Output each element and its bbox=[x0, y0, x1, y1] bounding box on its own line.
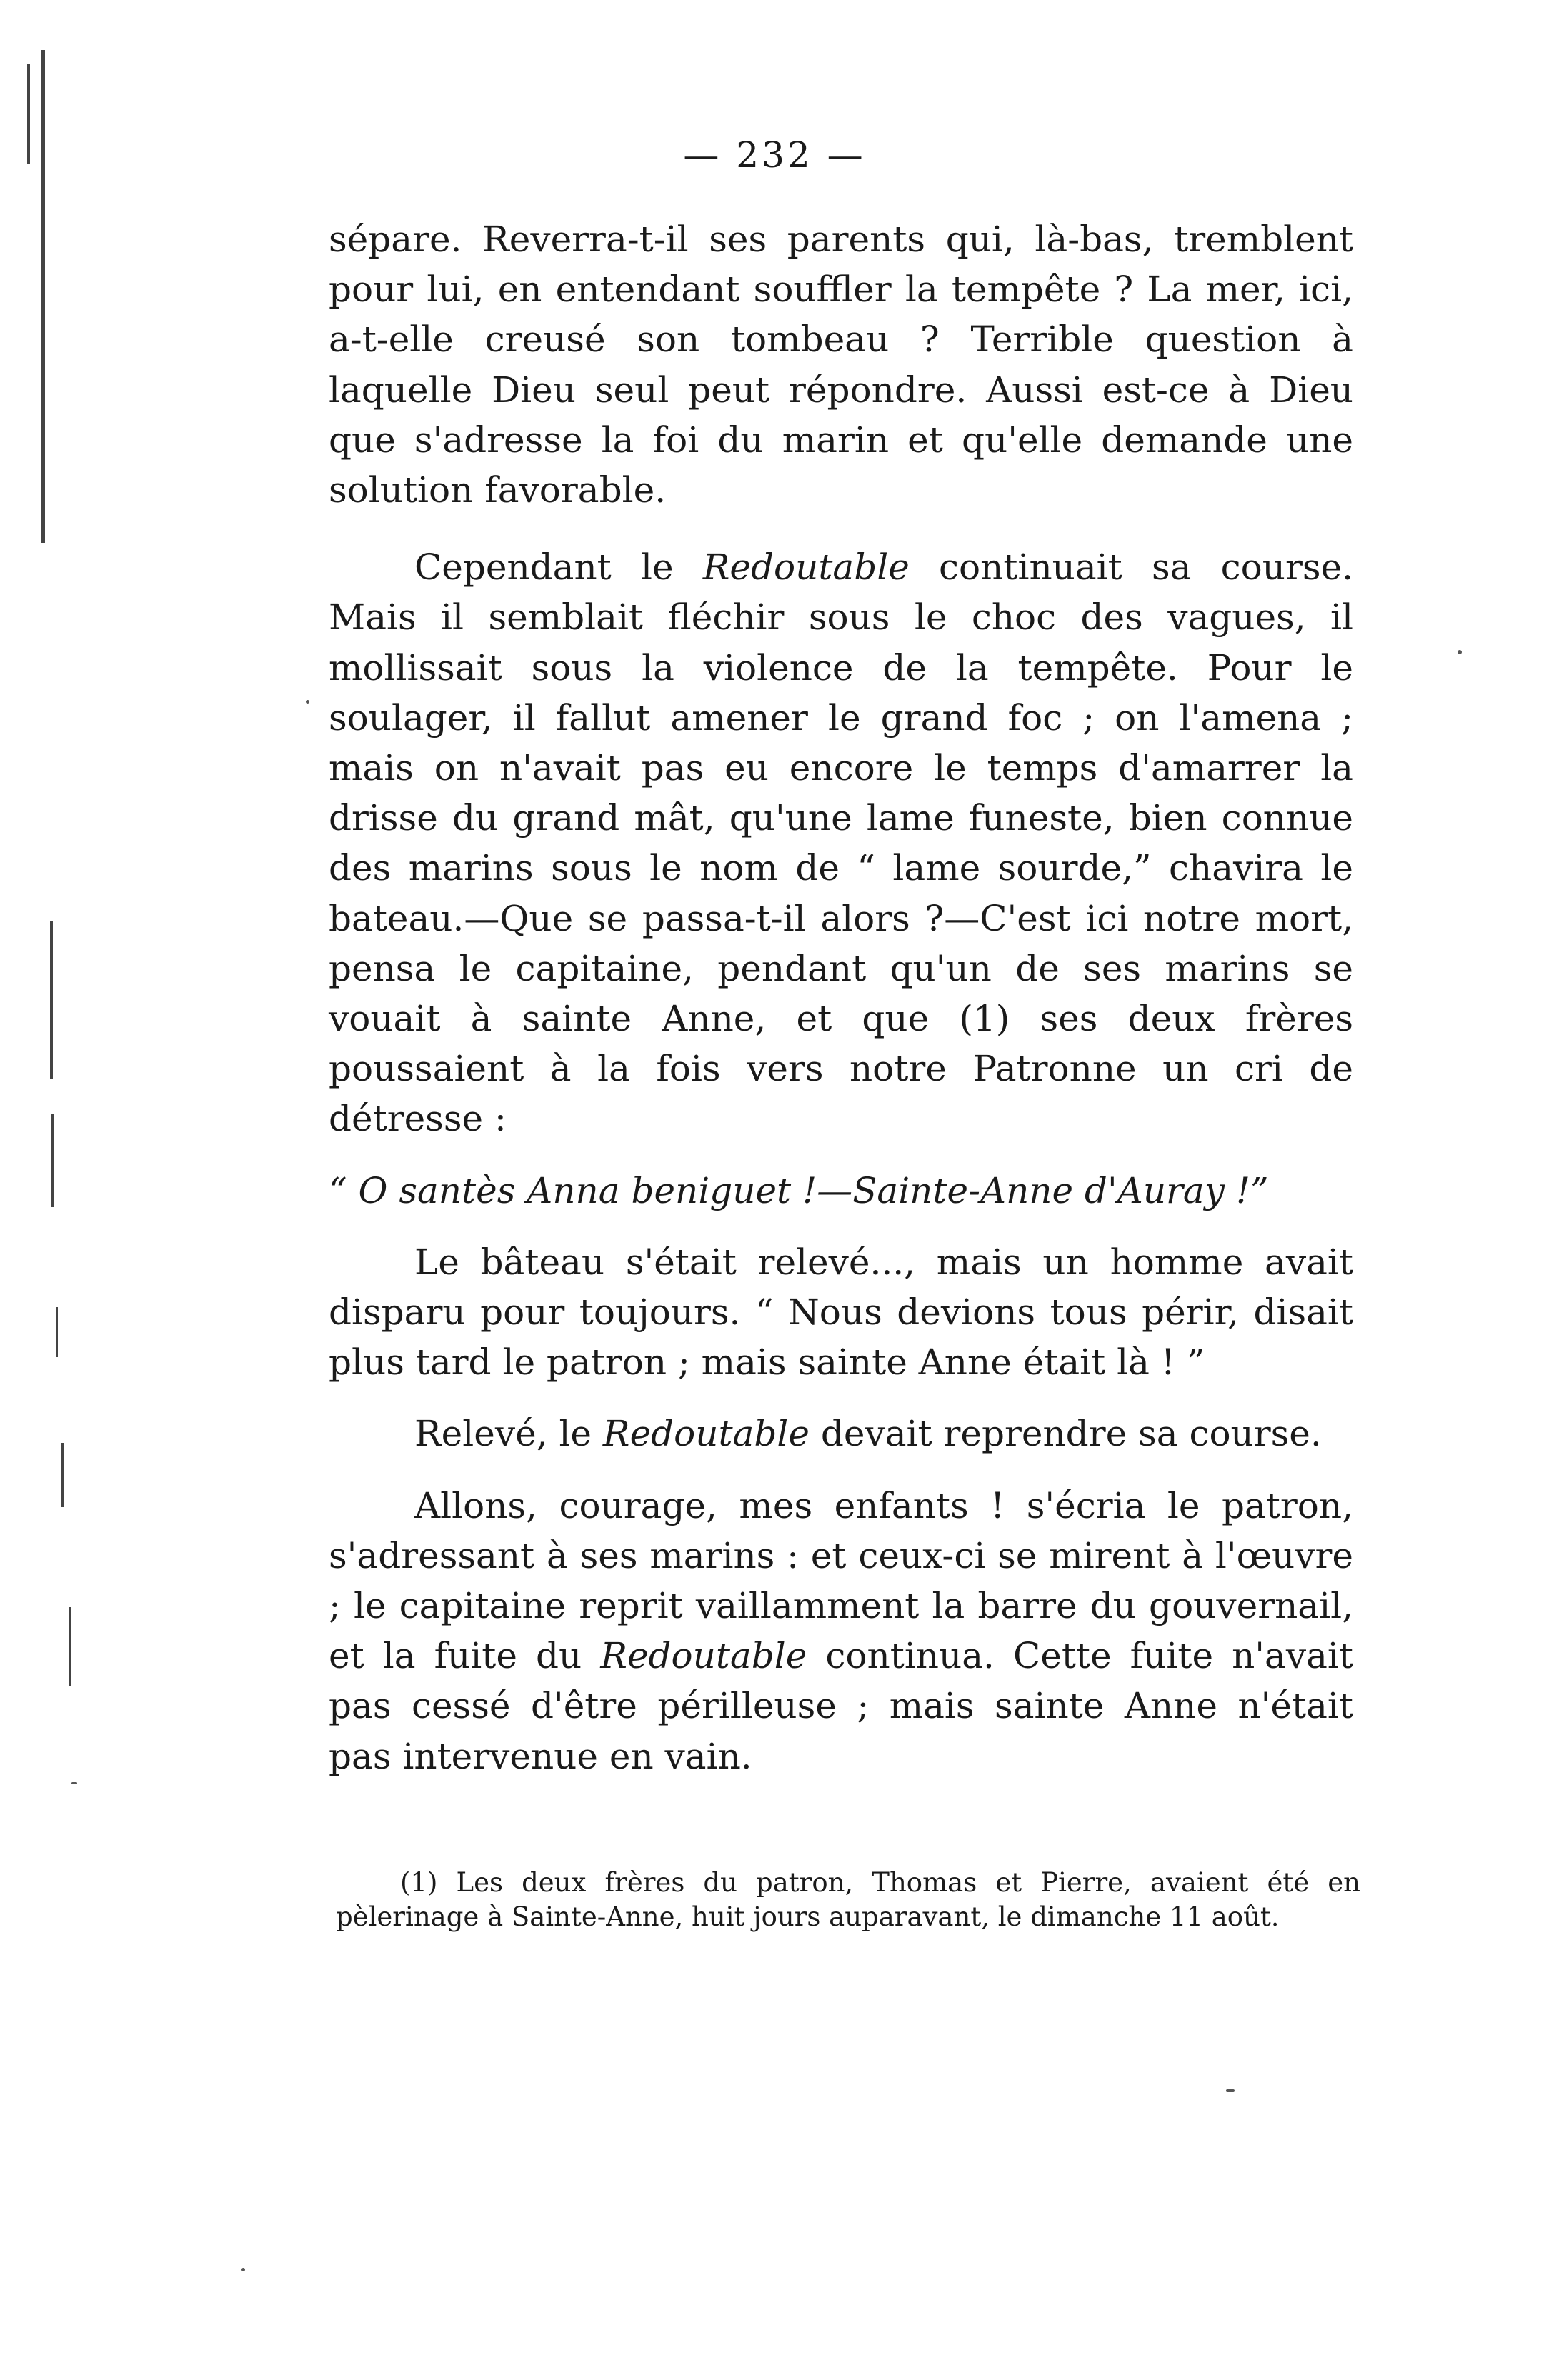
page-number: — 232 — bbox=[683, 134, 866, 176]
scan-speck bbox=[1226, 2089, 1235, 2092]
scan-speck bbox=[241, 2268, 245, 2271]
paragraph-5-after: continua. Cette fuite n'avait pas cessé d'être périlleuse ; mais sainte Anne n'était pas intervenue en vain. bbox=[329, 1635, 1353, 1777]
ship-name-italic: Redoutable bbox=[702, 546, 910, 589]
paragraph-3: Le bâteau s'était relevé..., mais un homme avait disparu pour toujours. “ Nous devions tous périr, disait plus tard le patron ; mais sainte Anne était là ! ” bbox=[329, 1241, 1353, 1384]
paragraph-4-after: devait reprendre sa course. bbox=[809, 1413, 1322, 1455]
scan-margin-line bbox=[41, 50, 45, 543]
ship-name-italic: Redoutable bbox=[602, 1413, 810, 1455]
scan-margin-line bbox=[27, 64, 30, 164]
paragraph-2-after: continuait sa course. Mais il semblait fléchir sous le choc des vagues, il mollissait sous la violence de la tempête. Pour le soulager, il fallut amener le grand foc ; on l'amena ; mais on n'avait pas eu encore le temps d'amarrer la drisse du grand mât, qu'une lame funeste, bien connue des marins sous le nom de “ lame sourde,” chavira le bateau.—Que se passa-t-il alors ?—C'est ici notre mort, pensa le capitaine, pendant qu'un de ses marins se vouait à sainte Anne, et que (1) ses deux frères poussaient à la fois vers notre Patronne un cri de détresse : bbox=[329, 546, 1353, 1140]
scan-margin-line bbox=[56, 1307, 58, 1357]
body-text bbox=[329, 214, 1353, 1781]
paragraph-5 bbox=[329, 1481, 1353, 1781]
scan-margin-line bbox=[50, 921, 53, 1079]
ship-name-italic: Redoutable bbox=[600, 1635, 807, 1677]
scan-margin-line bbox=[61, 1443, 64, 1507]
paragraph-4 bbox=[329, 1409, 1353, 1459]
invocation-quote: “ O santès Anna beniguet !—Sainte-Anne d'Auray !” bbox=[329, 1169, 1269, 1211]
paragraph-1: sépare. Reverra-t-il ses parents qui, là-bas, tremblent pour lui, en entendant souffler la tempête ? La mer, ici, a-t-elle creusé son tombeau ? Terrible question à laquelle Dieu seul peut répondre. Aussi est-ce à Dieu que s'adresse la foi du marin et qu'elle demande une solution favorable. bbox=[329, 219, 1353, 511]
footnote: (1) Les deux frères du patron, Thomas et Pierre, avaient été en pèlerinage à Sainte-Anne, huit jours auparavant, le dimanche 11 août. bbox=[336, 1867, 1360, 1932]
paragraph-5-before: Allons, courage, mes enfants ! s'écria le patron, s'adressant à ses marins : et ceux-ci se mirent à l'œuvre ; le capitaine reprit vaillamment la barre du gouvernail, et la fuite du bbox=[329, 1484, 1353, 1677]
scan-margin-line bbox=[69, 1607, 71, 1686]
scan-margin-line bbox=[51, 1114, 54, 1207]
scan-speck bbox=[1458, 650, 1462, 654]
paragraph-2 bbox=[329, 542, 1353, 1144]
paragraph-2-before: Cependant le bbox=[414, 546, 703, 589]
scan-speck bbox=[306, 700, 309, 704]
scan-speck bbox=[71, 1782, 77, 1784]
paragraph-4-before: Relevé, le bbox=[414, 1413, 603, 1455]
